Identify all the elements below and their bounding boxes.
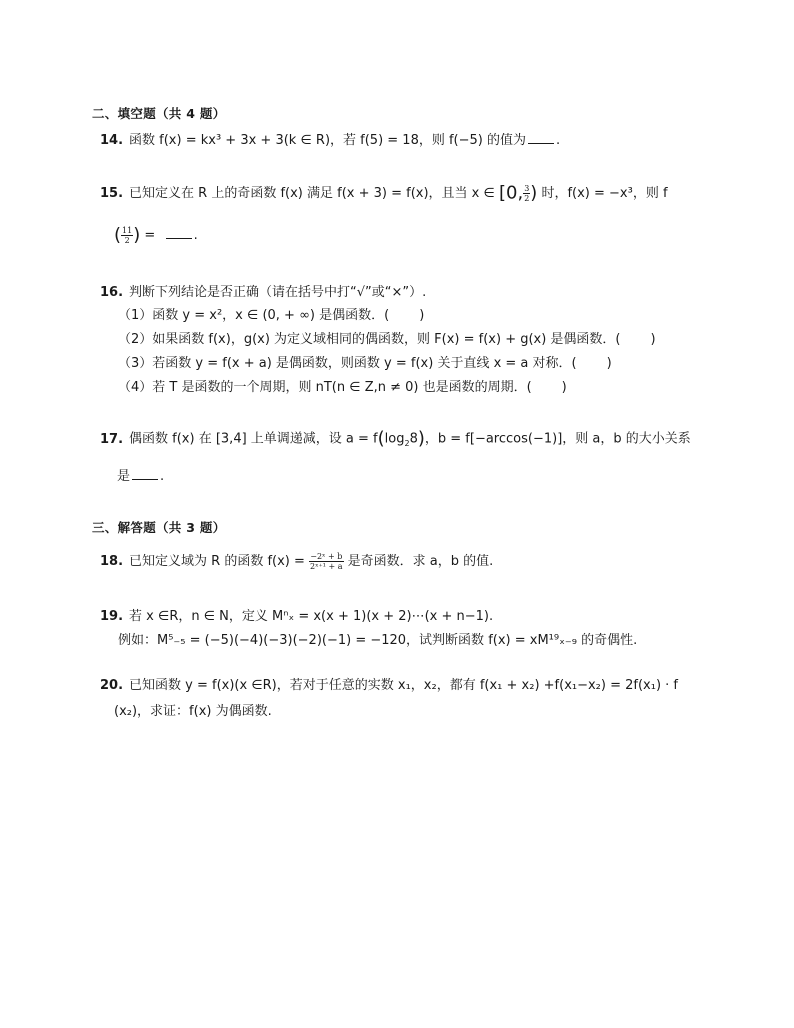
answer-blank[interactable] <box>166 226 192 239</box>
judge-item-3: （3）若函数 y = f(x + a) 是偶函数，则函数 y = f(x) 关于直线 x = a 对称．( ) <box>118 356 612 371</box>
judge-item-1: （1）函数 y = x²，x ∈ (0, + ∞) 是偶函数．( ) <box>118 308 425 323</box>
judge-item-2: （2）如果函数 f(x)，g(x) 为定义域相同的偶函数，则 F(x) = f(x) + g(x) 是偶函数．( ) <box>118 332 656 347</box>
question-number: 20. <box>100 678 124 693</box>
fraction: $\frac{\text{−2ˣ + b}}{\text{2ˣ⁺¹ + a}}$ <box>310 552 343 571</box>
question-text: 已知定义在 R 上的奇函数 f(x) 满足 f(x + 3) = f(x)，且当 x ∈ <box>129 186 495 201</box>
question-number: 16. <box>100 285 124 300</box>
question-19 <box>100 608 493 626</box>
fraction: $\frac{3}{2}$ <box>524 184 530 203</box>
question-number: 14. <box>100 133 124 148</box>
question-number: 17. <box>100 431 124 447</box>
question-20-cont: (x₂)，求证：f(x) 为偶函数. <box>114 704 272 719</box>
question-text-cont: ，b = f[−arccos(−1)]，则 a，b 的大小关系 <box>424 431 691 447</box>
question-20 <box>100 677 678 695</box>
question-15: 15. 已知定义在 R 上的奇函数 f(x) 满足 f(x + 3) = f(x)，且当 x ∈ [0, $\frac{3}{2}$ ) 时，f(x) = −x³，则 f <box>100 182 668 204</box>
question-text: 函数 f(x) = kx³ + 3x + 3(k ∈ R)，若 f(5) = 18，则 f(−5) 的值为 <box>129 133 526 148</box>
question-stem: 判断下列结论是否正确（请在括号中打“√”或“×”）. <box>129 285 427 300</box>
question-text: 若 x ∈R，n ∈ N，定义 Mⁿₓ = x(x + 1)(x + 2)⋯(x + n−1). <box>129 609 494 624</box>
question-text: 已知函数 y = f(x)(x ∈R)，若对于任意的实数 x₁，x₂，都有 f(x₁ + x₂) +f(x₁−x₂) = 2f(x₁) · f <box>129 678 678 693</box>
question-19-example: 例如：M⁵₋₅ = (−5)(−4)(−3)(−2)(−1) = −120，试判断函数 f(x) = xM¹⁹ₓ₋₉ 的奇偶性. <box>118 633 638 648</box>
fraction: $\frac{11}{2}$ <box>122 226 133 245</box>
question-text-cont: 时，f(x) = −x³，则 f <box>541 186 668 201</box>
question-text: 偶函数 f(x) 在 [3,4] 上单调递减，设 a = f <box>129 431 378 447</box>
question-number: 15. <box>100 186 124 201</box>
question-15-cont: ( $\frac{11}{2}$ ) = . <box>114 224 198 246</box>
judge-item-4: （4）若 T 是函数的一个周期，则 nT(n ∈ Z,n ≠ 0) 也是函数的周期．( ) <box>118 380 567 395</box>
section-title-solve: 三、解答题（共 3 题） <box>92 520 226 535</box>
question-text-cont: 是奇函数．求 a，b 的值. <box>347 554 494 569</box>
question-number: 19. <box>100 609 124 624</box>
section-title-fill-in: 二、填空题（共 4 题） <box>92 106 226 121</box>
question-18 <box>100 552 493 571</box>
answer-blank[interactable] <box>528 131 554 144</box>
question-17-cont: 是 . <box>117 469 165 484</box>
question-17: 17. 偶函数 f(x) 在 [3,4] 上单调递减，设 $a = f(\log_28)$，b = f[−arccos(−1)]，则 a，b 的大小关系 <box>100 428 691 449</box>
answer-blank[interactable] <box>132 467 158 480</box>
question-14: 14. 函数 f(x) = kx³ + 3x + 3(k ∈ R)，若 f(5) = 18，则 f(−5) 的值为 . <box>100 133 561 148</box>
question-text: 已知定义域为 R 的函数 f(x) = <box>129 554 305 569</box>
question-number: 18. <box>100 554 124 569</box>
question-16 <box>100 284 426 302</box>
